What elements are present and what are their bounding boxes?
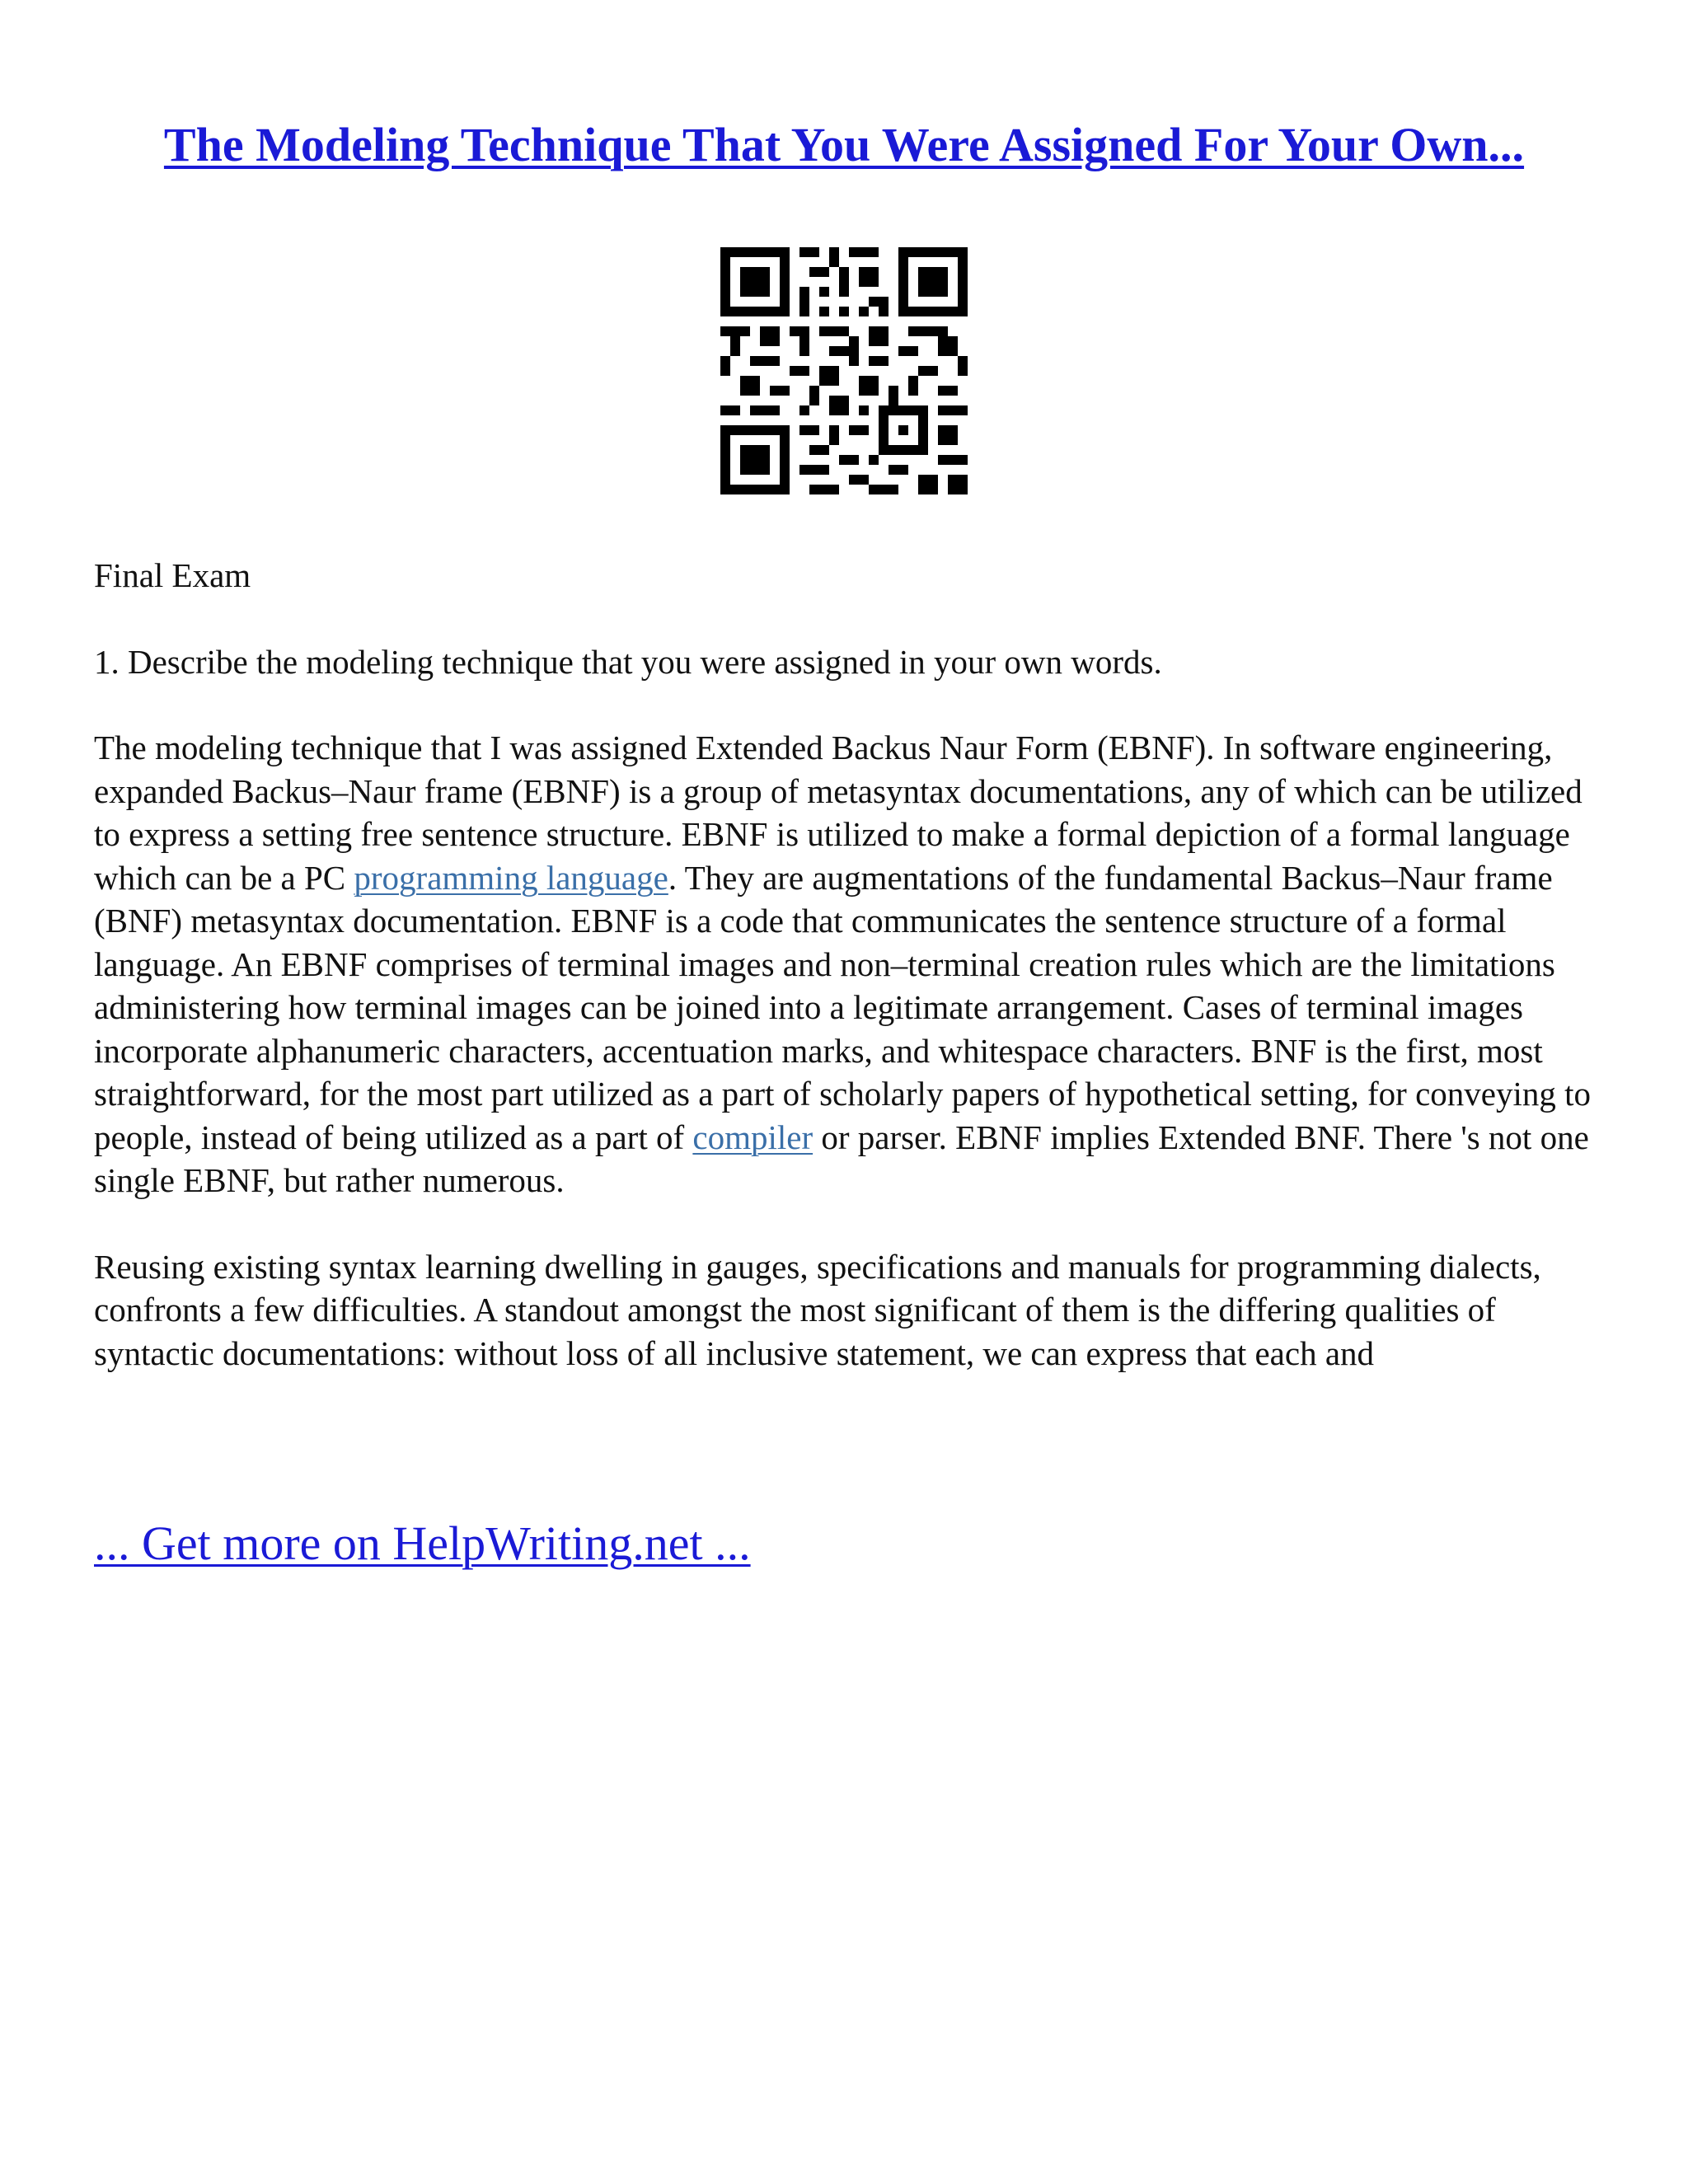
programming-language-link[interactable]: programming language [354, 858, 668, 897]
page-title [0, 115, 1688, 175]
question-text: 1. Describe the modeling technique that you were assigned in your own words. [94, 642, 1162, 681]
title-link[interactable]: The Modeling Technique That You Were Assigned For Your Own... [163, 118, 1525, 171]
paragraph-reusing-syntax: Reusing existing syntax learning dwelling in gauges, specifications and manuals for programming dialects, confronts a few difficulties. A standout amongst the most significant of them is the differing qualities of syntactic documentations: without loss of all inclusive statement, we can express that each and [94, 1247, 1541, 1372]
document-body [94, 554, 1602, 1418]
heading-final-exam: Final Exam [94, 556, 251, 594]
paragraph-ebnf-part1: The modeling technique that I was assigned Extended Backus Naur Form (EBNF). In software engineering, expanded Backus–Naur frame (EBNF) is a group of metasyntax documentations, any of which can be utilized to express a setting free sentence structure. EBNF is utilized to make a formal depiction of a formal language which can be a PC [94, 729, 1582, 897]
compiler-link[interactable]: compiler [692, 1118, 814, 1156]
qr-code-icon [720, 247, 968, 494]
paragraph-ebnf-part3: or parser. EBNF implies Extended BNF. There 's not one single EBNF, but rather numerous. [94, 1118, 1589, 1199]
paragraph-ebnf-part2: . They are augmentations of the fundamental Backus–Naur frame (BNF) metasyntax documentation. EBNF is a code that communicates the sentence structure of a formal language. An EBNF comprises of terminal images and non–terminal creation rules which are the limitations administering how terminal images can be joined into a legitimate arrangement. Cases of terminal images incorporate alphanumeric characters, accentuation marks, and whitespace characters. BNF is the first, most straightforward, for the most part utilized as a part of scholarly papers of hypothetical setting, for conveying to people, instead of being utilized as a part of [94, 858, 1591, 1156]
get-more-line [94, 1515, 751, 1572]
get-more-link[interactable]: ... Get more on HelpWriting.net ... [94, 1516, 751, 1570]
paragraph-ebnf [94, 726, 1602, 1202]
